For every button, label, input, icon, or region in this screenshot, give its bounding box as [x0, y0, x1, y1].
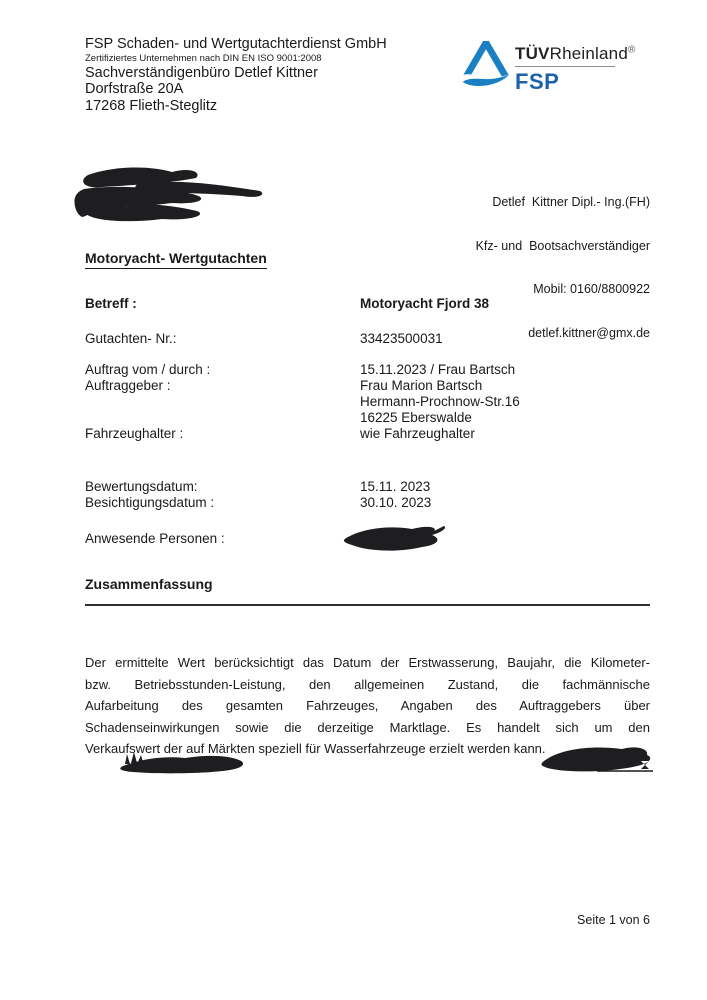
registered-trademark-icon: ® [627, 44, 636, 56]
sender-office: Sachverständigenbüro Detlef Kittner [85, 64, 318, 81]
sender-street: Dorfstraße 20A [85, 81, 184, 97]
sender-certification: Zertifiziertes Unternehmen nach DIN EN ISO 9001:2008 [85, 52, 322, 64]
brand-fsp: FSP [515, 69, 560, 94]
auftraggeber-label: Auftraggeber : [85, 378, 171, 393]
summary-line: bzw. Betriebsstunden-Leistung, den allgemeinen Zustand, die fachmännische [85, 676, 650, 692]
auftraggeber-street: Hermann-Prochnow-Str.16 [360, 394, 520, 409]
gutachten-nr-label: Gutachten- Nr.: [85, 331, 177, 346]
expert-contact-block [476, 166, 650, 369]
fahrzeughalter-label: Fahrzeughalter : [85, 426, 184, 441]
summary-line: Aufarbeitung des gesamten Fahrzeuges, Angaben des Auftraggebers über [85, 698, 650, 713]
tuv-rheinland-logo-text [515, 44, 645, 95]
betreff-label: Betreff : [85, 296, 137, 311]
redaction-recipient-address [72, 163, 265, 225]
summary-line: Der ermittelte Wert berücksichtigt das Datum der Erstwasserung, Baujahr, die Kilometer- [85, 655, 650, 670]
contact-role: Kfz- und Bootsachverständiger [475, 238, 650, 253]
auftraggeber-name: Frau Marion Bartsch [360, 378, 483, 393]
summary-heading: Zusammenfassung [85, 576, 213, 592]
contact-mobile: Mobil: 0160/8800922 [533, 282, 650, 296]
summary-line: Verkaufswert der auf Märkten speziell für Wasserfahrzeuge erzielt werden kann. [85, 741, 546, 756]
summary-rule [85, 604, 650, 606]
logo-divider [515, 66, 615, 67]
redaction-signature-left [115, 746, 247, 776]
fahrzeughalter-value: wie Fahrzeughalter [360, 426, 475, 441]
auftrag-label: Auftrag vom / durch : [85, 362, 211, 377]
redaction-signature-right [537, 741, 655, 774]
contact-name: Detlef Kittner Dipl.- Ing.(FH) [492, 195, 650, 209]
besichtigungsdatum-label: Besichtigungsdatum : [85, 495, 215, 510]
sender-company: FSP Schaden- und Wertgutachterdienst GmbH [85, 36, 387, 52]
betreff-value: Motoryacht Fjord 38 [360, 296, 490, 311]
redaction-attendees [342, 521, 450, 553]
page-indicator: Seite 1 von 6 [577, 913, 650, 927]
bewertungsdatum-value: 15.11. 2023 [360, 479, 431, 494]
gutachten-nr-value: 33423500031 [360, 331, 443, 346]
brand-name [515, 44, 645, 64]
brand-tuv: TÜV [515, 44, 550, 63]
tuv-rheinland-triangle-icon [461, 41, 511, 89]
auftraggeber-city: 16225 Eberswalde [360, 410, 472, 425]
page-title: Motoryacht- Wertgutachten [85, 250, 267, 269]
besichtigungsdatum-value: 30.10. 2023 [360, 495, 432, 510]
brand-rheinland: Rheinland [549, 44, 628, 63]
sender-address-block [85, 36, 387, 114]
summary-line: Schadenseinwirkungen sowie die derzeitige Marktlage. Es handelt sich um den [85, 719, 650, 735]
contact-email: detlef.kittner@gmx.de [528, 325, 650, 340]
bewertungsdatum-label: Bewertungsdatum: [85, 479, 198, 494]
sender-city: 17268 Flieth-Steglitz [85, 97, 218, 114]
auftrag-value: 15.11.2023 / Frau Bartsch [360, 362, 516, 377]
anwesende-personen-label: Anwesende Personen : [85, 531, 225, 546]
